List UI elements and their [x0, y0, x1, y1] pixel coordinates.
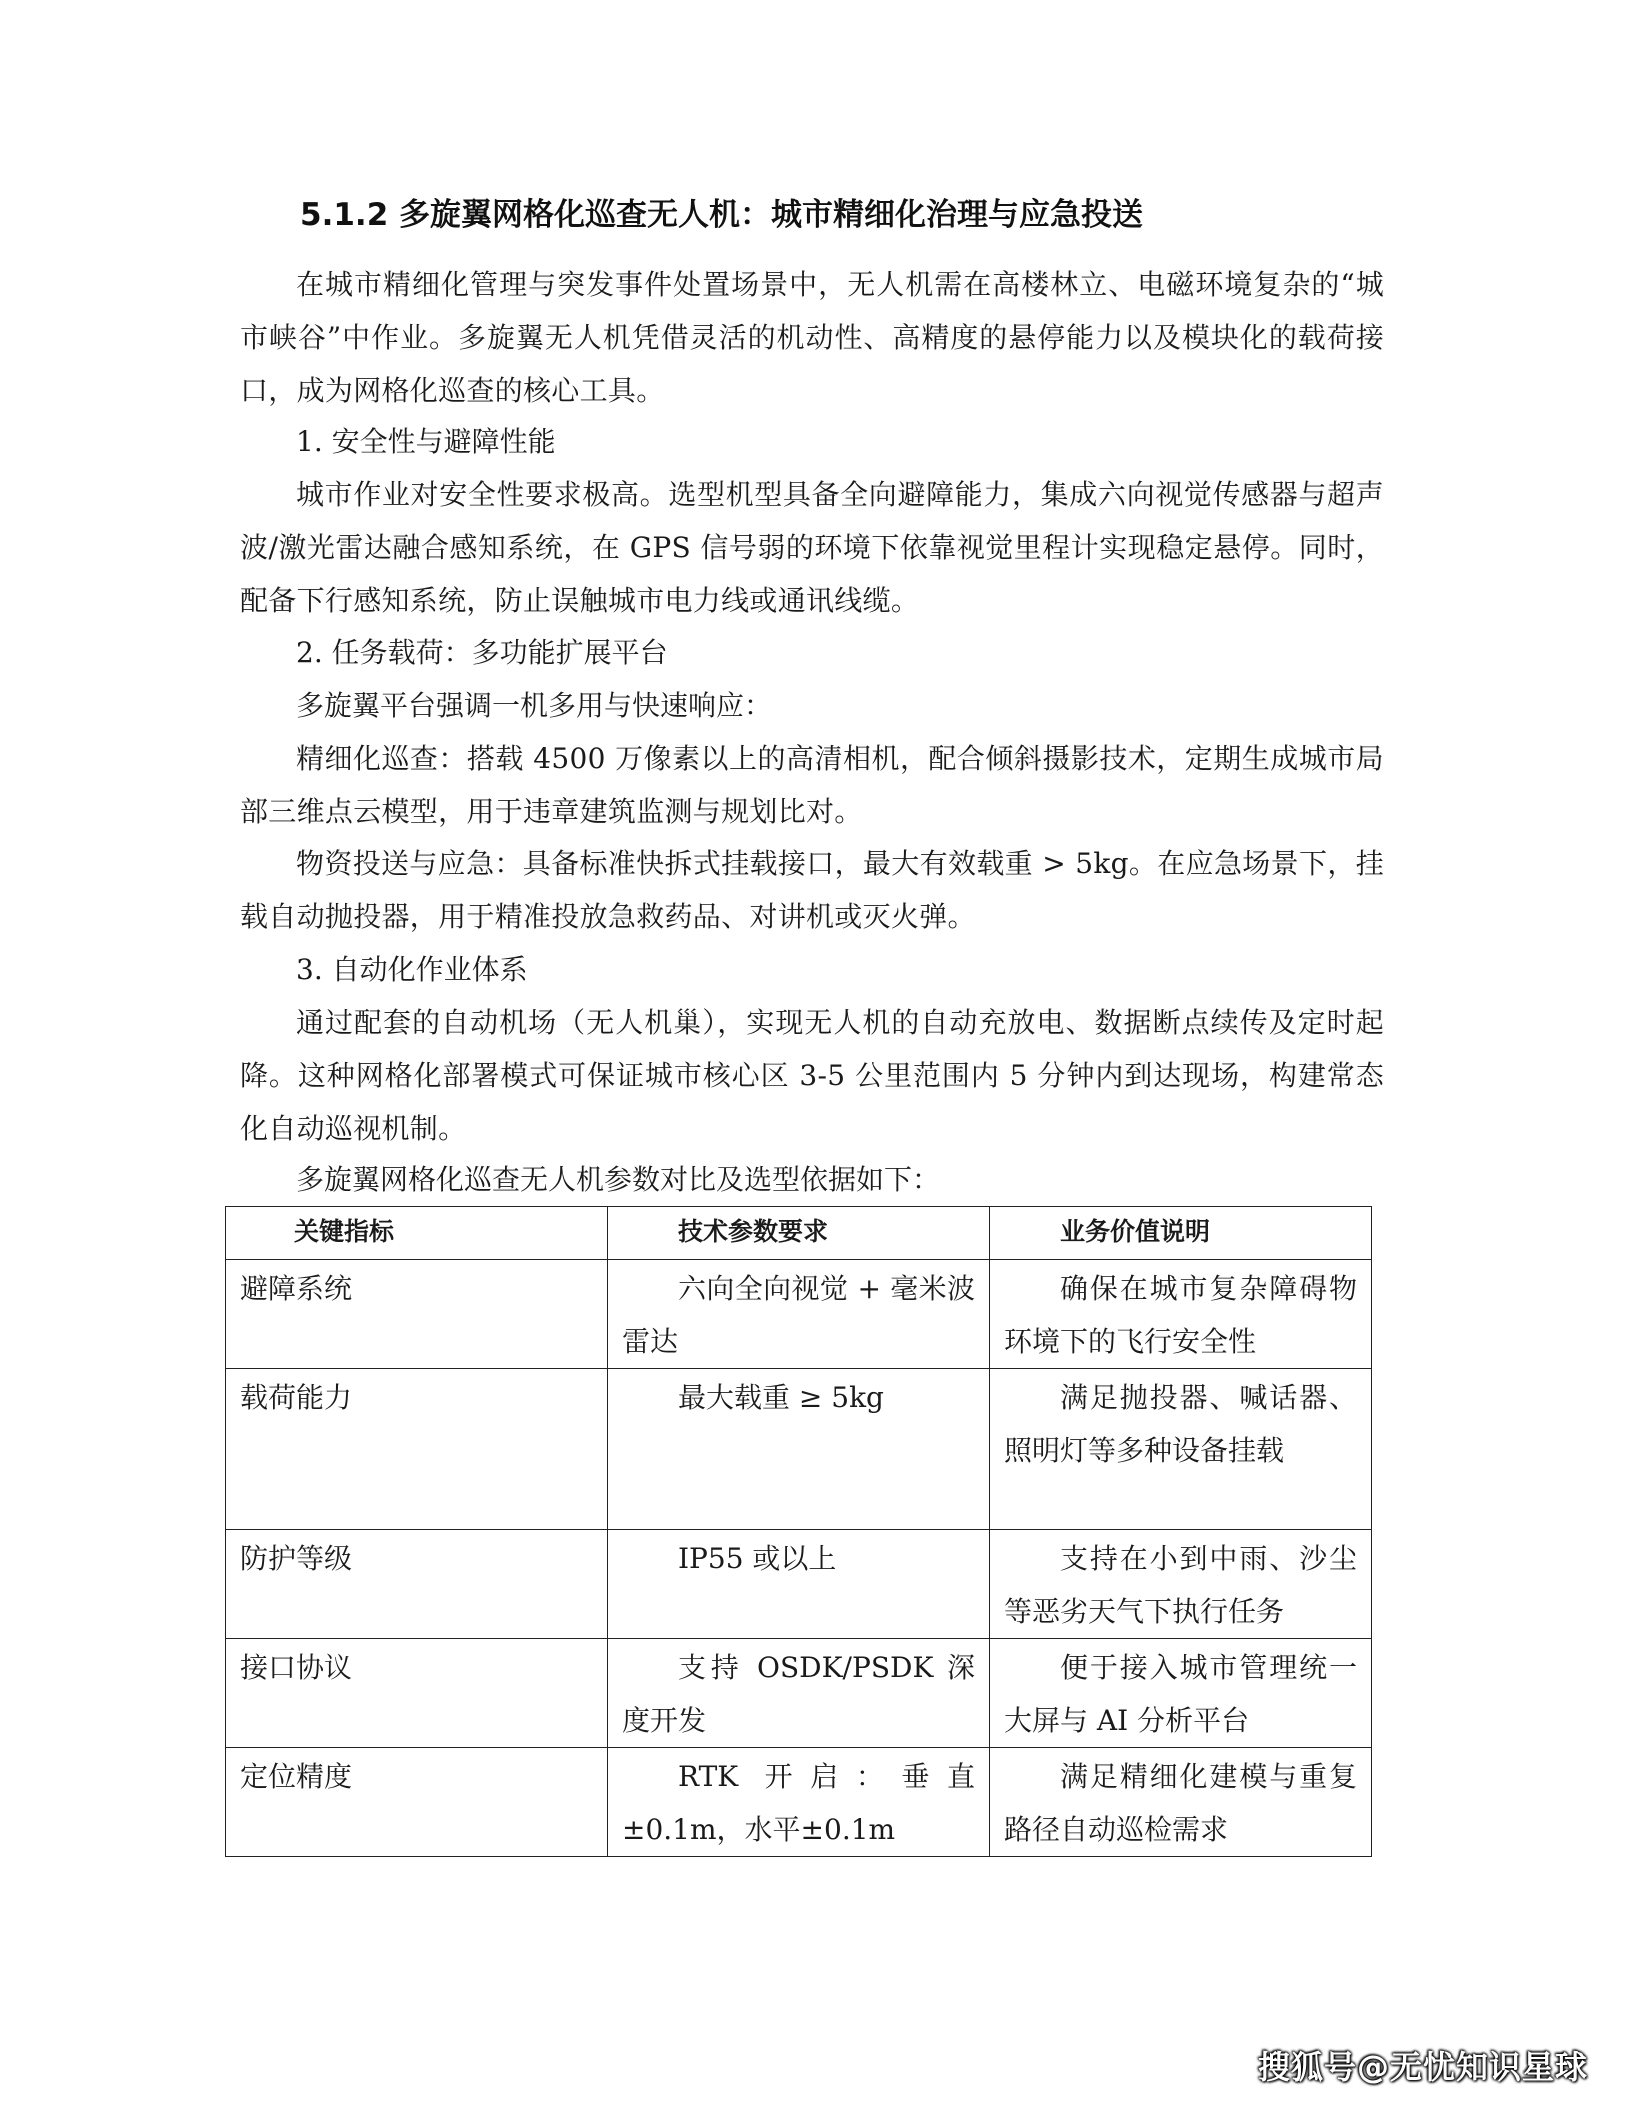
- header-tech-params: 技术参数要求: [608, 1207, 990, 1260]
- cell-param: IP55 或以上: [608, 1530, 990, 1639]
- cell-param: 支持 OSDK/PSDK 深度开发: [608, 1639, 990, 1748]
- cell-value: 确保在城市复杂障碍物环境下的飞行安全性: [990, 1260, 1372, 1369]
- item-2-lead: 多旋翼平台强调一机多用与快速响应：: [296, 689, 773, 722]
- cell-value: 支持在小到中雨、沙尘等恶劣天气下执行任务: [990, 1530, 1372, 1639]
- item-3-title: 3. 自动化作业体系: [296, 953, 528, 986]
- cell-metric: 接口协议: [226, 1639, 608, 1748]
- header-business-value: 业务价值说明: [990, 1207, 1372, 1260]
- item-1-title: 1. 安全性与避障性能: [296, 425, 556, 458]
- cell-metric: 载荷能力: [226, 1369, 608, 1530]
- intro-paragraph: 在城市精细化管理与突发事件处置场景中，无人机需在高楼林立、电磁环境复杂的“城市峡谷”中作业。多旋翼无人机凭借灵活的机动性、高精度的悬停能力以及模块化的载荷接口，成为网格化巡查的核心工具。: [240, 268, 1384, 407]
- item-2-delivery-paragraph: 物资投送与应急：具备标准快拆式挂载接口，最大有效载重 > 5kg。在应急场景下，挂载自动抛投器，用于精准投放急救药品、对讲机或灭火弹。: [240, 847, 1384, 933]
- table-row: [226, 1748, 1372, 1857]
- cell-metric: 避障系统: [226, 1260, 608, 1369]
- cell-param: 六向全向视觉 + 毫米波雷达: [608, 1260, 990, 1369]
- item-2-title: 2. 任务载荷：多功能扩展平台: [296, 636, 668, 669]
- cell-metric: 防护等级: [226, 1530, 608, 1639]
- cell-value: 满足精细化建模与重复路径自动巡检需求: [990, 1748, 1372, 1857]
- table-intro: 多旋翼网格化巡查无人机参数对比及选型依据如下：: [296, 1163, 941, 1196]
- watermark: 搜狐号@无忧知识星球: [1257, 2048, 1588, 2086]
- table-row: [226, 1530, 1372, 1639]
- item-1-paragraph: 城市作业对安全性要求极高。选型机型具备全向避障能力，集成六向视觉传感器与超声波/激光雷达融合感知系统，在 GPS 信号弱的环境下依靠视觉里程计实现稳定悬停。同时，配备下行感知系统，防止误触城市电力线或通讯线缆。: [240, 478, 1384, 617]
- table-header-row: [226, 1207, 1372, 1260]
- cell-param: RTK 开启：垂直±0.1m，水平±0.1m: [608, 1748, 990, 1857]
- cell-metric: 定位精度: [226, 1748, 608, 1857]
- item-2-patrol-paragraph: 精细化巡查：搭载 4500 万像素以上的高清相机，配合倾斜摄影技术，定期生成城市局部三维点云模型，用于违章建筑监测与规划比对。: [240, 742, 1384, 828]
- table-row: [226, 1369, 1372, 1530]
- table-row: [226, 1260, 1372, 1369]
- table-row: [226, 1639, 1372, 1748]
- section-heading: 5.1.2 多旋翼网格化巡查无人机：城市精细化治理与应急投送: [300, 197, 1144, 233]
- cell-value: 便于接入城市管理统一大屏与 AI 分析平台: [990, 1639, 1372, 1748]
- cell-param: 最大载重 ≥ 5kg: [608, 1369, 990, 1530]
- cell-value: 满足抛投器、喊话器、照明灯等多种设备挂载: [990, 1369, 1372, 1530]
- parameter-table: [225, 1206, 1372, 1857]
- item-3-paragraph: 通过配套的自动机场（无人机巢），实现无人机的自动充放电、数据断点续传及定时起降。这种网格化部署模式可保证城市核心区 3-5 公里范围内 5 分钟内到达现场，构建常态化自动巡视机制。: [240, 1006, 1384, 1145]
- header-key-metric: 关键指标: [226, 1207, 608, 1260]
